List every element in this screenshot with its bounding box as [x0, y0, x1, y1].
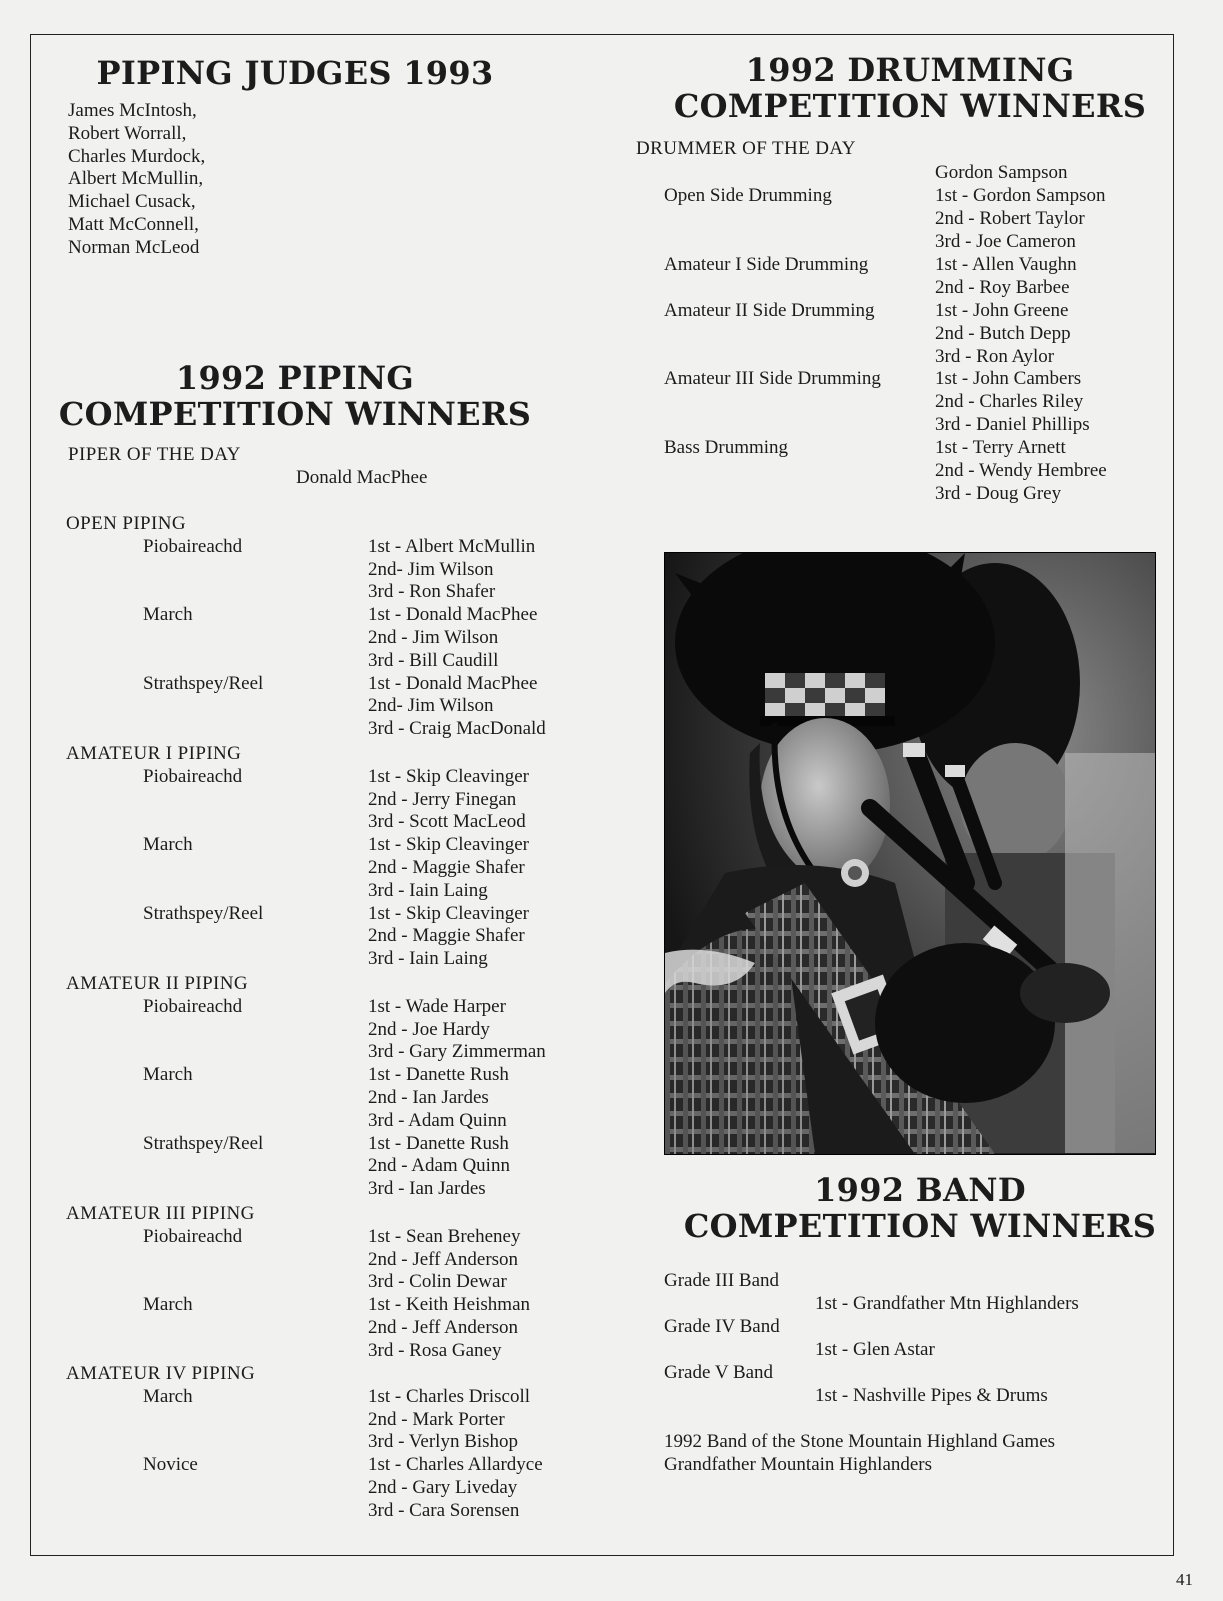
piping-event-name: March	[143, 834, 193, 856]
judge-name: Charles Murdock,	[68, 145, 206, 167]
drumming-result: 1st - Terry Arnett	[935, 437, 1066, 458]
judge-name: Michael Cusack,	[68, 191, 196, 213]
piping-result: 2nd- Jim Wilson	[368, 558, 494, 580]
piping-result: 2nd - Ian Jardes	[368, 1087, 489, 1108]
band-grade-name: Grade IV Band	[664, 1316, 780, 1337]
piping-result: 3rd - Bill Caudill	[368, 649, 499, 671]
judge-name: Robert Worrall,	[68, 122, 187, 144]
piping-result: 1st - Sean Breheney	[368, 1225, 521, 1247]
drumming-result: 2nd - Charles Riley	[935, 390, 1084, 412]
judge-name: Norman McLeod	[68, 236, 200, 258]
piping-result: 2nd - Jerry Finegan	[368, 788, 517, 810]
piping-result: 3rd - Gary Zimmerman	[368, 1041, 546, 1063]
drummer-of-day: Gordon Sampson	[935, 162, 1068, 183]
drumming-result: 1st - John Cambers	[935, 368, 1082, 389]
piping-section-heading: AMATEUR II PIPING	[66, 973, 249, 994]
piping-event-name: March	[143, 1064, 193, 1086]
piping-title-line1: 1992 PIPING	[175, 359, 415, 397]
piping-section-heading: OPEN PIPING	[66, 513, 186, 534]
drummer-of-day-label: DRUMMER OF THE DAY	[636, 138, 856, 159]
piping-result: 1st - Albert McMullin	[368, 535, 536, 557]
piping-result: 1st - Danette Rush	[368, 1132, 509, 1154]
piping-result: 1st - Skip Cleavinger	[368, 765, 529, 787]
piping-event-name: Strathspey/Reel	[143, 1132, 264, 1154]
piping-result: 1st - Skip Cleavinger	[368, 834, 529, 856]
drumming-title-line2: COMPETITION WINNERS	[673, 87, 1147, 125]
drumming-result: 3rd - Ron Aylor	[935, 345, 1055, 367]
drumming-result: 2nd - Roy Barbee	[935, 276, 1070, 298]
piping-result: 1st - Charles Driscoll	[368, 1385, 531, 1407]
piping-result: 2nd - Jeff Anderson	[368, 1248, 519, 1270]
piping-event-name: Piobaireachd	[143, 995, 243, 1017]
drumming-result: 1st - Gordon Sampson	[935, 185, 1106, 206]
piping-event-name: Strathspey/Reel	[143, 902, 264, 924]
drumming-result: 1st - Allen Vaughn	[935, 254, 1077, 275]
piping-event-name: Piobaireachd	[143, 535, 243, 557]
drumming-event-name: Bass Drumming	[664, 437, 789, 458]
piper-photo-illustration	[665, 553, 1155, 1154]
judge-name: Albert McMullin,	[68, 168, 204, 190]
piping-event-name: Strathspey/Reel	[143, 672, 264, 694]
drumming-title-line1: 1992 DRUMMING	[745, 51, 1075, 89]
judge-name: James McIntosh,	[68, 100, 197, 121]
piping-result: 1st - Donald MacPhee	[368, 672, 538, 694]
piping-title-line2: COMPETITION WINNERS	[58, 395, 532, 433]
band-footer-line2: Grandfather Mountain Highlanders	[664, 1454, 933, 1475]
piping-result: 1st - Danette Rush	[368, 1064, 509, 1086]
piping-result: 3rd - Iain Laing	[368, 879, 488, 901]
piper-of-day-label: PIPER OF THE DAY	[68, 444, 241, 465]
drumming-result: 2nd - Wendy Hembree	[935, 459, 1107, 481]
piping-result: 3rd - Ian Jardes	[368, 1178, 486, 1200]
piping-event-name: Novice	[143, 1454, 198, 1476]
piping-result: 3rd - Rosa Ganey	[368, 1339, 502, 1361]
piping-result: 2nd- Jim Wilson	[368, 695, 494, 717]
piping-result: 3rd - Verlyn Bishop	[368, 1431, 519, 1453]
piping-result: 2nd - Mark Porter	[368, 1408, 505, 1430]
piping-result: 1st - Donald MacPhee	[368, 604, 538, 626]
drumming-event-name: Open Side Drumming	[664, 185, 832, 206]
piping-result: 3rd - Scott MacLeod	[368, 811, 526, 833]
drumming-event-name: Amateur I Side Drumming	[664, 254, 869, 275]
piping-result: 1st - Charles Allardyce	[368, 1454, 543, 1476]
band-grade-result: 1st - Grandfather Mtn Highlanders	[815, 1293, 1079, 1314]
band-footer-line1: 1992 Band of the Stone Mountain Highland Games	[664, 1431, 1056, 1452]
piping-result: 1st - Skip Cleavinger	[368, 902, 529, 924]
piping-section-heading: AMATEUR III PIPING	[66, 1203, 255, 1224]
piping-result: 2nd - Joe Hardy	[368, 1018, 490, 1040]
piping-section-heading: AMATEUR I PIPING	[66, 743, 242, 764]
judges-list	[68, 100, 205, 260]
band-grade-name: Grade III Band	[664, 1270, 780, 1291]
piping-result: 3rd - Craig MacDonald	[368, 718, 546, 740]
piping-result: 3rd - Colin Dewar	[368, 1271, 507, 1293]
piping-result: 1st - Keith Heishman	[368, 1294, 531, 1316]
band-grade-result: 1st - Nashville Pipes & Drums	[815, 1385, 1048, 1406]
piper-of-day: Donald MacPhee	[296, 467, 428, 488]
piping-result: 2nd - Maggie Shafer	[368, 925, 525, 947]
piping-result: 2nd - Jeff Anderson	[368, 1317, 519, 1338]
piping-result: 2nd - Jim Wilson	[368, 627, 499, 648]
piping-result: 2nd - Gary Liveday	[368, 1477, 518, 1498]
piping-section-heading: AMATEUR IV PIPING	[66, 1363, 256, 1384]
drumming-result: 1st - John Greene	[935, 300, 1069, 321]
piping-result: 3rd - Adam Quinn	[368, 1109, 507, 1131]
piping-result: 3rd - Ron Shafer	[368, 581, 496, 603]
drumming-event-name: Amateur II Side Drumming	[664, 300, 875, 321]
page-number: 41	[1176, 1570, 1193, 1589]
piping-result: 2nd - Maggie Shafer	[368, 857, 525, 878]
drumming-result: 2nd - Robert Taylor	[935, 207, 1085, 229]
piping-result: 2nd - Adam Quinn	[368, 1155, 510, 1177]
band-title-line2: COMPETITION WINNERS	[683, 1207, 1157, 1245]
drumming-result: 3rd - Daniel Phillips	[935, 413, 1090, 435]
piping-event-name: March	[143, 604, 193, 626]
band-title-line1: 1992 BAND	[814, 1171, 1026, 1209]
judges-title: PIPING JUDGES 1993	[96, 54, 494, 92]
drumming-result: 2nd - Butch Depp	[935, 322, 1071, 344]
band-grade-result: 1st - Glen Astar	[815, 1339, 935, 1360]
piping-event-name: March	[143, 1385, 193, 1407]
piping-event-name: Piobaireachd	[143, 1225, 243, 1247]
drumming-event-name: Amateur III Side Drumming	[664, 368, 881, 389]
piping-result: 3rd - Iain Laing	[368, 948, 488, 970]
band-grade-name: Grade V Band	[664, 1362, 774, 1383]
drumming-result: 3rd - Joe Cameron	[935, 230, 1076, 252]
drumming-result: 3rd - Doug Grey	[935, 482, 1062, 504]
piper-photo	[664, 552, 1156, 1155]
piping-event-name: March	[143, 1294, 193, 1316]
judge-name: Matt McConnell,	[68, 213, 199, 235]
piping-event-name: Piobaireachd	[143, 765, 243, 787]
piping-result: 3rd - Cara Sorensen	[368, 1499, 520, 1521]
piping-result: 1st - Wade Harper	[368, 995, 506, 1017]
